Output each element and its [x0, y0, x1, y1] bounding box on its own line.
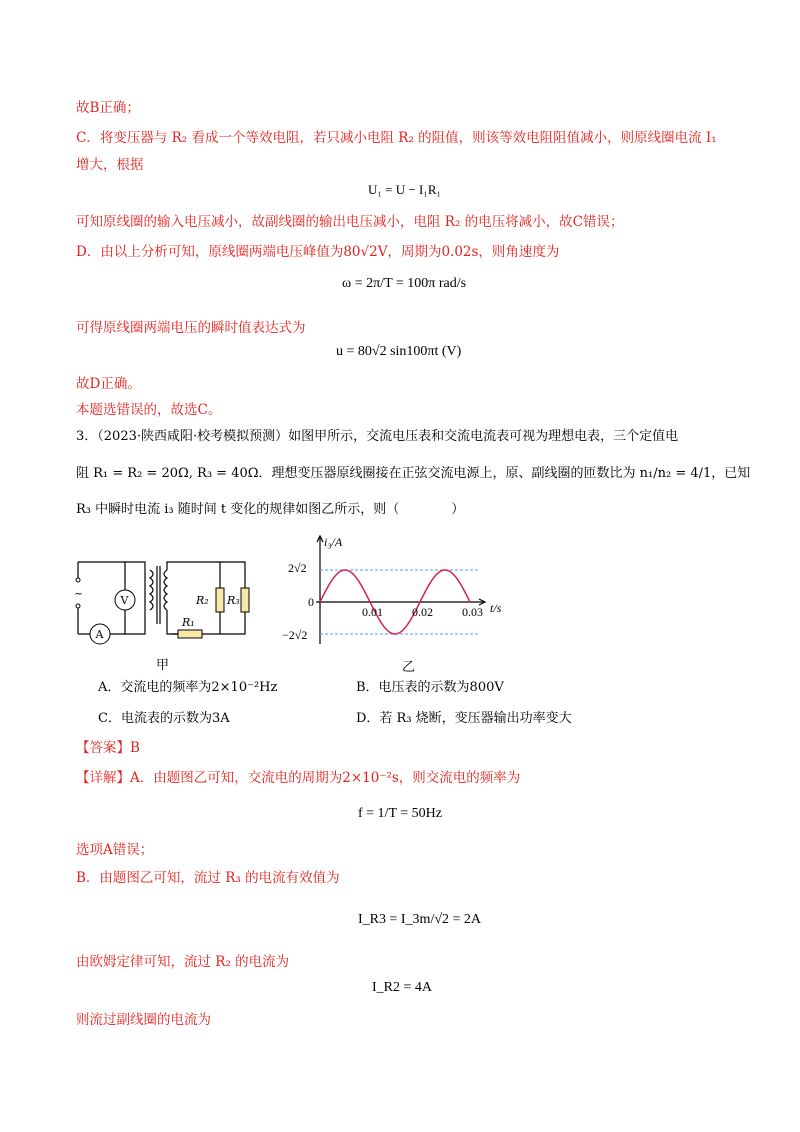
resistor-r1 [178, 630, 202, 638]
r3-label: R₃ [227, 594, 240, 607]
graph-xlabel: t/s [490, 601, 502, 615]
equation: I_R3 = I_3m/√2 = 2A [358, 912, 482, 927]
voltmeter-label: V [120, 594, 129, 607]
r2-label: R₂ [196, 594, 209, 607]
equation: ω = 2π/T = 100π rad/s [342, 276, 467, 291]
text-line: 故D正确。 [76, 376, 141, 392]
resistor-r2 [216, 588, 224, 612]
text-line: 则流过副线圈的电流为 [76, 1012, 211, 1028]
equation: I_R2 = 4A [372, 980, 433, 995]
text-line: C．将变压器与 R₂ 看成一个等效电阻，若只减小电阻 R₂ 的阻值，则该等效电阻阻值减小，则原线圈电流 I₁ [76, 130, 717, 146]
equation: f = 1/T = 50Hz [358, 806, 442, 821]
text-line: 可得原线圈两端电压的瞬时值表达式为 [76, 320, 306, 336]
option-c: C．电流表的示数为3A [98, 711, 230, 726]
text-line: 故B正确； [76, 100, 140, 116]
x-tick-label: 0.03 [462, 605, 483, 619]
current-graph [270, 532, 520, 652]
figure-label-yi: 乙 [402, 660, 416, 675]
x-tick-label: 0.01 [362, 605, 383, 619]
text-line: 由欧姆定律可知，流过 R₂ 的电流为 [76, 954, 290, 970]
option-a: A．交流电的频率为2×10⁻²Hz [98, 680, 278, 695]
detail-text: 【详解】A．由题图乙可知，交流电的周期为2×10⁻²s，则交流电的频率为 [76, 770, 521, 786]
equation: U₁ = U − I₁R₁ [368, 182, 442, 197]
tick-zero: 0 [308, 595, 314, 609]
figure-label-jia: 甲 [156, 658, 170, 673]
question-text: 阻 R₁ = R₂ = 20Ω, R₃ = 40Ω．理想变压器原线圈接在正弦交流电源上，原、副线圈的匝数比为 n₁/n₂ = 4/1，已知 [76, 466, 751, 481]
text-line: 增大，根据 [76, 157, 144, 173]
resistor-r3 [241, 588, 249, 612]
source-label: ~ [74, 587, 84, 600]
r1-label: R₁ [182, 616, 195, 629]
equation: u = 80√2 sin100πt (V) [336, 344, 462, 359]
answer: 【答案】B [76, 740, 140, 756]
text-line: 本题选错误的，故选C。 [76, 402, 222, 418]
ammeter-label: A [95, 628, 104, 641]
question-text: 3．（2023·陕西咸阳·校考模拟预测）如图甲所示，交流电压表和交流电流表可视为理想电表，三个定值电 [76, 429, 679, 444]
tick-pos: 2√2 [288, 561, 307, 575]
text-line: D．由以上分析可知，原线圈两端电压峰值为80√2V，周期为0.02s，则角速度为 [76, 244, 560, 260]
tick-neg: −2√2 [282, 628, 308, 642]
question-text: R₃ 中瞬时电流 i₃ 随时间 t 变化的规律如图乙所示，则（ ） [76, 502, 465, 517]
text-line: 可知原线圈的输入电压减小，故副线圈的输出电压减小，电阻 R₂ 的电压将减小，故C错误； [76, 214, 624, 230]
circuit-diagram [70, 552, 260, 652]
graph-ylabel: i₃/A [324, 535, 343, 549]
option-d: D．若 R₃ 烧断，变压器输出功率变大 [356, 711, 572, 726]
text-line: 选项A错误； [76, 842, 154, 858]
x-tick-label: 0.02 [412, 605, 433, 619]
text-line: B．由题图乙可知，流过 R₃ 的电流有效值为 [76, 870, 340, 886]
option-b: B．电压表的示数为800V [356, 680, 504, 695]
